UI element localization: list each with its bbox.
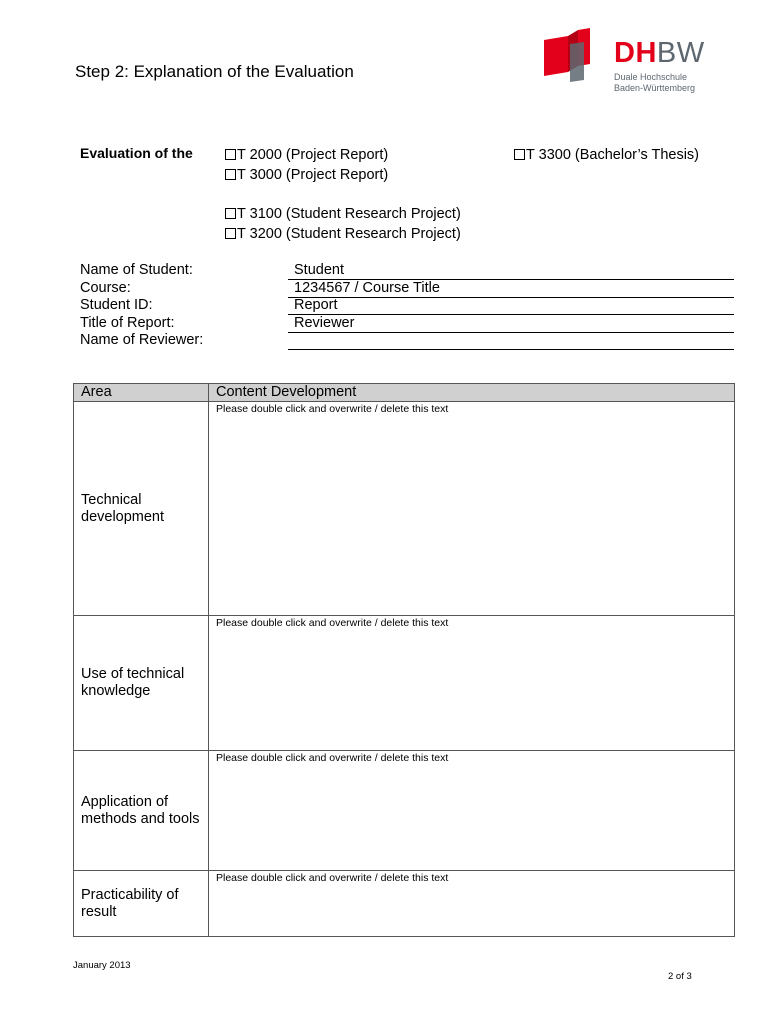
dhbw-logo-subline-2: Baden-Württemberg xyxy=(614,83,696,93)
option-t3200[interactable]: T 3200 (Student Research Project) xyxy=(225,225,461,243)
area-cell: Use of technical knowledge xyxy=(74,616,209,751)
table-row xyxy=(74,402,735,616)
header-area: Area xyxy=(74,384,209,402)
header-content-development: Content Development xyxy=(209,384,735,402)
table-row xyxy=(74,751,735,871)
dhbw-logo-wordmark: DHBW xyxy=(614,37,705,69)
field-underline xyxy=(288,297,734,298)
table-row xyxy=(74,616,735,751)
checkbox-icon[interactable] xyxy=(225,208,236,219)
table-header-row xyxy=(74,384,735,402)
label-course: Course: xyxy=(80,280,131,296)
label-name-of-student: Name of Student: xyxy=(80,262,193,278)
value-report[interactable]: Report xyxy=(294,297,338,313)
field-underline xyxy=(288,314,734,315)
area-cell: Technical development xyxy=(74,402,209,616)
area-cell: Practicability of result xyxy=(74,871,209,937)
field-underline xyxy=(288,349,734,350)
checkbox-icon[interactable] xyxy=(514,149,525,160)
dhbw-logo-subline-1: Duale Hochschule xyxy=(614,72,688,82)
content-cell[interactable]: Please double click and overwrite / delete this text xyxy=(209,751,735,871)
option-t2000[interactable]: T 2000 (Project Report) xyxy=(225,146,388,164)
label-name-of-reviewer: Name of Reviewer: xyxy=(80,332,204,348)
label-title-of-report: Title of Report: xyxy=(80,315,175,331)
value-reviewer[interactable]: Reviewer xyxy=(294,315,355,331)
value-course[interactable]: 1234567 / Course Title xyxy=(294,280,440,296)
page-number: 2 of 3 xyxy=(668,971,692,982)
evaluation-table xyxy=(73,383,735,937)
field-underline xyxy=(288,332,734,333)
option-t3000[interactable]: T 3000 (Project Report) xyxy=(225,166,388,184)
content-cell[interactable]: Please double click and overwrite / delete this text xyxy=(209,871,735,937)
option-t3300[interactable]: T 3300 (Bachelor’s Thesis) xyxy=(514,146,699,164)
label-student-id: Student ID: xyxy=(80,297,153,313)
checkbox-icon[interactable] xyxy=(225,228,236,239)
value-student[interactable]: Student xyxy=(294,262,344,278)
content-cell[interactable]: Please double click and overwrite / delete this text xyxy=(209,402,735,616)
footer-date: January 2013 xyxy=(73,960,131,971)
evaluation-label: Evaluation of the xyxy=(80,145,193,161)
content-cell[interactable]: Please double click and overwrite / delete this text xyxy=(209,616,735,751)
field-underline xyxy=(288,279,734,280)
option-t3100[interactable]: T 3100 (Student Research Project) xyxy=(225,205,461,223)
dhbw-logo xyxy=(544,28,719,98)
table-row xyxy=(74,871,735,937)
checkbox-icon[interactable] xyxy=(225,149,236,160)
dhbw-logo-mark-icon xyxy=(544,28,606,86)
area-cell: Application of methods and tools xyxy=(74,751,209,871)
checkbox-icon[interactable] xyxy=(225,169,236,180)
page-title: Step 2: Explanation of the Evaluation xyxy=(75,62,354,81)
